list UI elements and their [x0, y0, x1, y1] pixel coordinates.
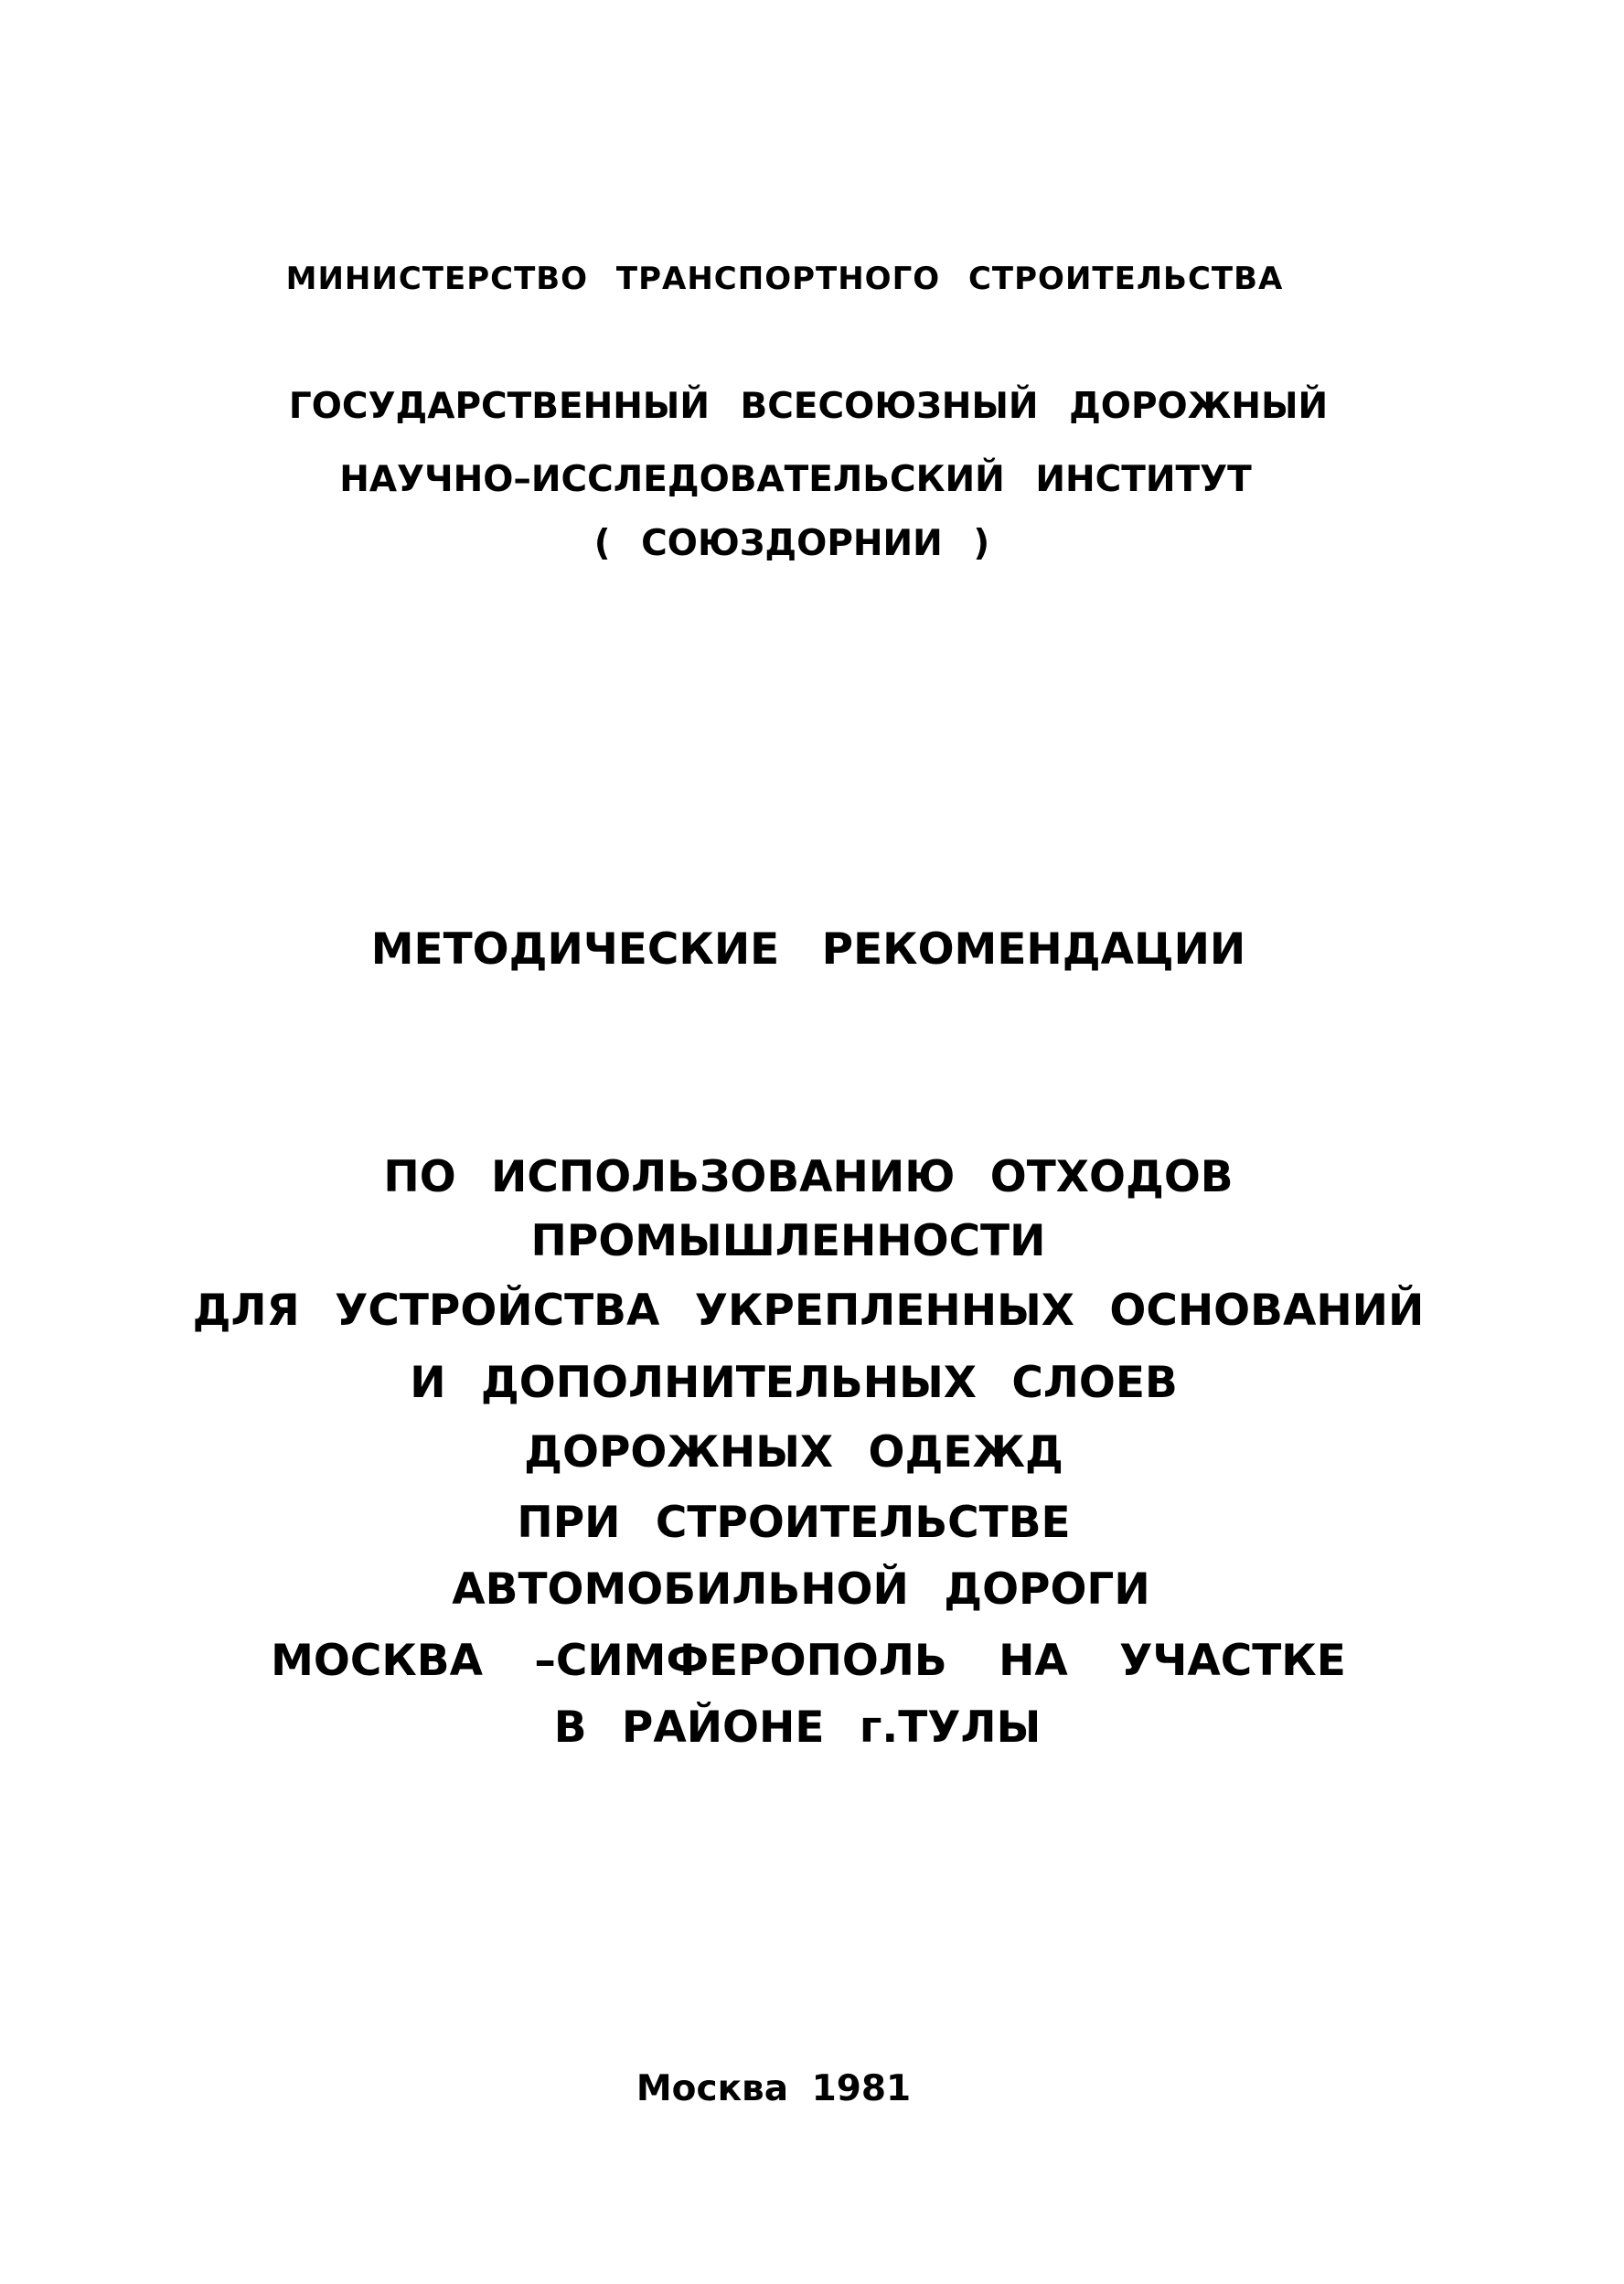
institute-name-line-2: НАУЧНО–ИССЛЕДОВАТЕЛЬСКИЙ ИНСТИТУТ	[339, 459, 1252, 500]
subject-line-5: ДОРОЖНЫХ ОДЕЖД	[524, 1427, 1063, 1478]
subject-line-7: АВТОМОБИЛЬНОЙ ДОРОГИ	[452, 1564, 1150, 1615]
subject-line-9: В РАЙОНЕ г.ТУЛЫ	[553, 1702, 1042, 1753]
ministry-name: МИНИСТЕРСТВО ТРАНСПОРТНОГО СТРОИТЕЛЬСТВА	[285, 261, 1284, 297]
institute-abbreviation: ( СОЮЗДОРНИИ )	[593, 523, 990, 564]
subject-line-6: ПРИ СТРОИТЕЛЬСТВЕ	[517, 1498, 1071, 1548]
subject-line-1: ПО ИСПОЛЬЗОВАНИЮ ОТХОДОВ	[383, 1152, 1234, 1202]
subject-line-4: И ДОПОЛНИТЕЛЬНЫХ СЛОЕВ	[410, 1358, 1178, 1408]
document-title: МЕТОДИЧЕСКИЕ РЕКОМЕНДАЦИИ	[370, 924, 1246, 975]
subject-line-8: МОСКВА –СИМФЕРОПОЛЬ НА УЧАСТКЕ	[271, 1636, 1346, 1686]
subject-line-2: ПРОМЫШЛЕННОСТИ	[530, 1216, 1046, 1266]
subject-line-3: ДЛЯ УСТРОЙСТВА УКРЕПЛЕННЫХ ОСНОВАНИЙ	[192, 1286, 1425, 1336]
imprint-place-year: Москва 1981	[636, 2068, 912, 2109]
institute-name-line-1: ГОСУДАРСТВЕННЫЙ ВСЕСОЮЗНЫЙ ДОРОЖНЫЙ	[288, 386, 1329, 427]
